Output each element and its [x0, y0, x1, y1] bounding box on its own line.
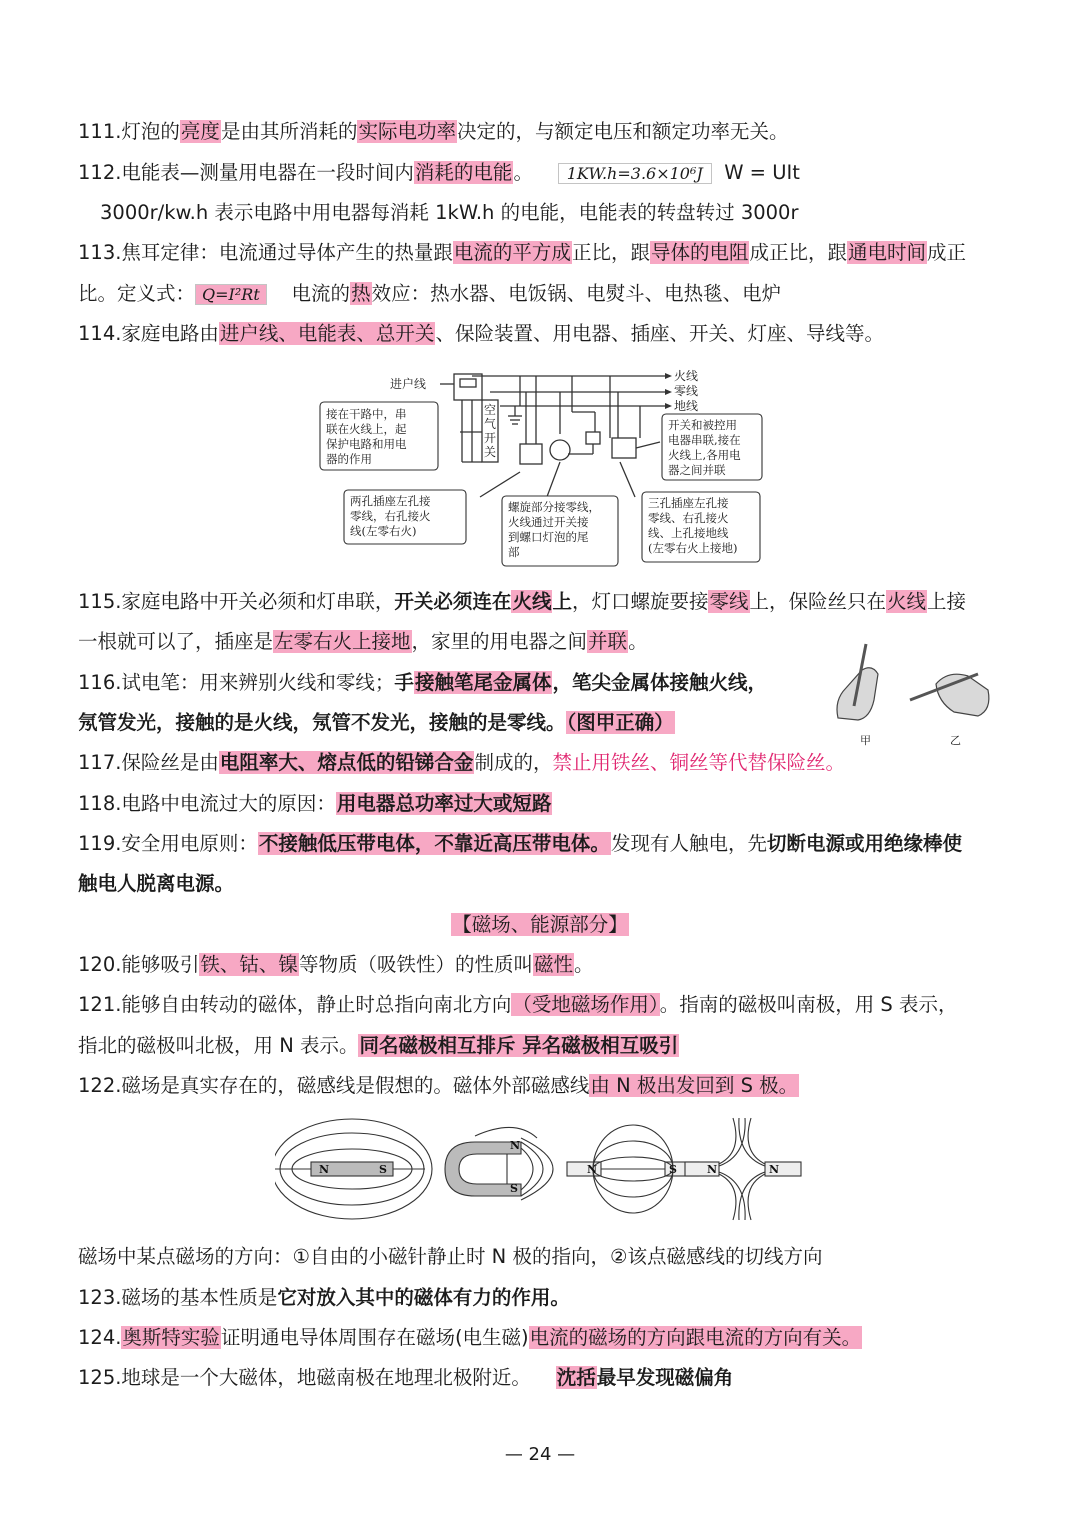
highlight: 不接触低压带电体，不靠近高压带电体。 [258, 832, 610, 855]
pole-s: S [379, 1163, 387, 1176]
item-123: 123.磁场的基本性质是它对放入其中的磁体有力的作用。 [78, 1286, 570, 1309]
item-120: 120.能够吸引铁、钴、镍等物质（吸铁性）的性质叫磁性。 [78, 953, 594, 976]
item-122: 122.磁场是真实存在的，磁感线是假想的。磁体外部磁感线由 N 极出发回到 S 极。 [78, 1074, 799, 1097]
highlight: 通电时间 [847, 241, 926, 264]
svg-text:电器串联,接在: 电器串联,接在 [668, 433, 741, 447]
note-three-hole-socket [648, 496, 737, 555]
svg-text:线、上孔接地线: 线、上孔接地线 [648, 526, 729, 540]
pole-n: N [587, 1163, 598, 1176]
joule-formula: Q=I²Rt [195, 284, 267, 305]
svg-text:零线、右孔接火: 零线、右孔接火 [648, 511, 729, 525]
item-125: 125.地球是一个大磁体，地磁南极在地理北极附近。 沈括最早发现磁偏角 [78, 1366, 734, 1389]
highlight: 电流的磁场的方向跟电流的方向有关。 [529, 1326, 862, 1349]
highlight: 奥斯特实验 [122, 1326, 220, 1349]
svg-text:零线，右孔接火: 零线，右孔接火 [350, 509, 431, 523]
highlight: 导体的电阻 [650, 241, 749, 264]
svg-text:联在火线上，起: 联在火线上，起 [326, 422, 407, 436]
item-111: 111.灯泡的亮度是由其所消耗的实际电功率决定的，与额定电压和额定功率无关。 [78, 120, 789, 143]
label-yi: 乙 [950, 734, 961, 747]
highlight: 火线 [512, 590, 552, 613]
section-heading: 【磁场、能源部分】 [452, 913, 628, 936]
svg-text:保护电路和用电: 保护电路和用电 [326, 437, 407, 451]
svg-text:接在干路中，串: 接在干路中，串 [326, 407, 407, 421]
item-119: 119.安全用电原则：不接触低压带电体，不靠近高压带电体。发现有人触电，先切断电源或用绝缘棒使 [78, 832, 962, 855]
svg-text:火线通过开关接: 火线通过开关接 [508, 515, 589, 529]
highlight: 亮度 [180, 120, 220, 143]
highlight: 进户线、电能表、总开关 [219, 322, 435, 345]
household-circuit-diagram [310, 362, 780, 577]
pole-n: N [510, 1139, 521, 1152]
item-116-cont: 氖管发光，接触的是火线，氖管不发光，接触的是零线。（图甲正确） [78, 711, 674, 734]
highlight: 同名磁极相互排斥 异名磁极相互吸引 [359, 1034, 679, 1057]
pole-n: N [319, 1163, 330, 1176]
item-112: 112.电能表—测量用电器在一段时间内消耗的电能。 1KW.h=3.6×10⁶J W = UIt [78, 161, 800, 184]
energy-formula: 1KW.h=3.6×10⁶J [558, 163, 712, 184]
highlight: 电流的平方成 [453, 241, 571, 264]
item-117: 117.保险丝是由电阻率大、熔点低的铅锑合金制成的，禁止用铁丝、铜丝等代替保险丝。 [78, 751, 845, 774]
label-kongqi-kaiguan [484, 402, 496, 459]
svg-text:线(左零右火): 线(左零右火) [350, 524, 417, 538]
highlight: 铁、钴、镍 [200, 953, 298, 976]
warning-text: 禁止用铁丝、铜丝等代替保险丝。 [552, 751, 845, 774]
label-lingxian: 零线 [674, 384, 699, 398]
highlight: 由 N 极出发回到 S 极。 [590, 1074, 799, 1097]
highlight: 接触笔尾金属体 [414, 671, 552, 694]
svg-text:器的作用: 器的作用 [326, 452, 372, 466]
item-121-cont: 指北的磁极叫北极，用 N 表示。同名磁极相互排斥 异名磁极相互吸引 [78, 1034, 679, 1057]
highlight: 左零右火上接地 [274, 630, 411, 653]
label-huoxian: 火线 [674, 369, 699, 383]
highlight: 电阻率大、熔点低的铅锑合金 [219, 751, 474, 774]
svg-text:开: 开 [484, 431, 497, 445]
highlight: 用电器总功率过大或短路 [336, 792, 552, 815]
svg-text:部: 部 [508, 545, 520, 559]
highlight: （图甲正确） [566, 711, 674, 734]
pole-s: S [669, 1163, 677, 1176]
label-jinhuxian: 进户线 [390, 377, 427, 391]
svg-text:空: 空 [484, 403, 497, 417]
highlight: 零线 [709, 590, 749, 613]
highlight: 火线 [887, 590, 927, 613]
item-112-note: 3000r/kw.h 表示电路中用电器每消耗 1kW.h 的电能，电能表的转盘转过 3000r [100, 201, 799, 224]
highlight: 并联 [588, 630, 628, 653]
item-113: 113.焦耳定律：电流通过导体产生的热量跟电流的平方成正比，跟导体的电阻成正比，跟通电时间成正 [78, 241, 967, 264]
item-118: 118.电路中电流过大的原因：用电器总功率过大或短路 [78, 792, 552, 815]
item-114: 114.家庭电路由进户线、电能表、总开关、保险装置、用电器、插座、开关、灯座、导线等。 [78, 322, 884, 345]
svg-text:火线上,各用电: 火线上,各用电 [668, 448, 741, 462]
svg-text:开关和被控用: 开关和被控用 [668, 418, 737, 432]
svg-text:器之间并联: 器之间并联 [668, 463, 726, 477]
page-number: — 24 — [504, 1444, 576, 1465]
item-119-cont: 触电人脱离电源。 [78, 872, 235, 895]
test-pen-illustration [828, 640, 998, 750]
svg-text:关: 关 [484, 445, 497, 459]
pole-n: N [707, 1163, 718, 1176]
magnetic-field-lines-diagram [275, 1112, 805, 1224]
pole-s: S [510, 1182, 518, 1195]
highlight: 磁性 [533, 953, 573, 976]
label-dixian: 地线 [674, 399, 699, 413]
highlight: 消耗的电能 [414, 161, 513, 184]
highlight: 沈括 [556, 1366, 596, 1389]
svg-text:三孔插座左孔接: 三孔插座左孔接 [648, 496, 729, 510]
highlight: 实际电功率 [358, 120, 456, 143]
item-113-cont: 比。定义式： Q=I²Rt 电流的热效应：热水器、电饭锅、电熨斗、电热毯、电炉 [78, 282, 782, 305]
item-124: 124.奥斯特实验证明通电导体周围存在磁场(电生磁)电流的磁场的方向跟电流的方向有关。 [78, 1326, 862, 1349]
item-115: 115.家庭电路中开关必须和灯串联，开关必须连在火线上，灯口螺旋要接零线上，保险丝只在火线上接 [78, 590, 967, 613]
svg-text:(左零右火上接地): (左零右火上接地) [648, 541, 738, 555]
highlight: 热 [351, 282, 371, 305]
highlight: （受地磁场作用） [512, 993, 659, 1016]
pole-n: N [769, 1163, 780, 1176]
item-122-note: 磁场中某点磁场的方向：①自由的小磁针静止时 N 极的指向，②该点磁感线的切线方向 [78, 1245, 823, 1268]
svg-text:气: 气 [484, 417, 497, 431]
svg-text:螺旋部分接零线，: 螺旋部分接零线， [508, 500, 600, 514]
svg-text:两孔插座左孔接: 两孔插座左孔接 [350, 494, 431, 508]
label-jia: 甲 [860, 734, 871, 747]
svg-text:到螺口灯泡的尾: 到螺口灯泡的尾 [508, 530, 589, 544]
item-121: 121.能够自由转动的磁体，静止时总指向南北方向（受地磁场作用）。指南的磁极叫南极，用 S 表示， [78, 993, 958, 1016]
work-formula: W = UIt [724, 161, 800, 184]
item-116: 116.试电笔：用来辨别火线和零线；手接触笔尾金属体，笔尖金属体接触火线， [78, 671, 767, 694]
item-115-cont: 一根就可以了，插座是左零右火上接地，家里的用电器之间并联。 [78, 630, 648, 653]
